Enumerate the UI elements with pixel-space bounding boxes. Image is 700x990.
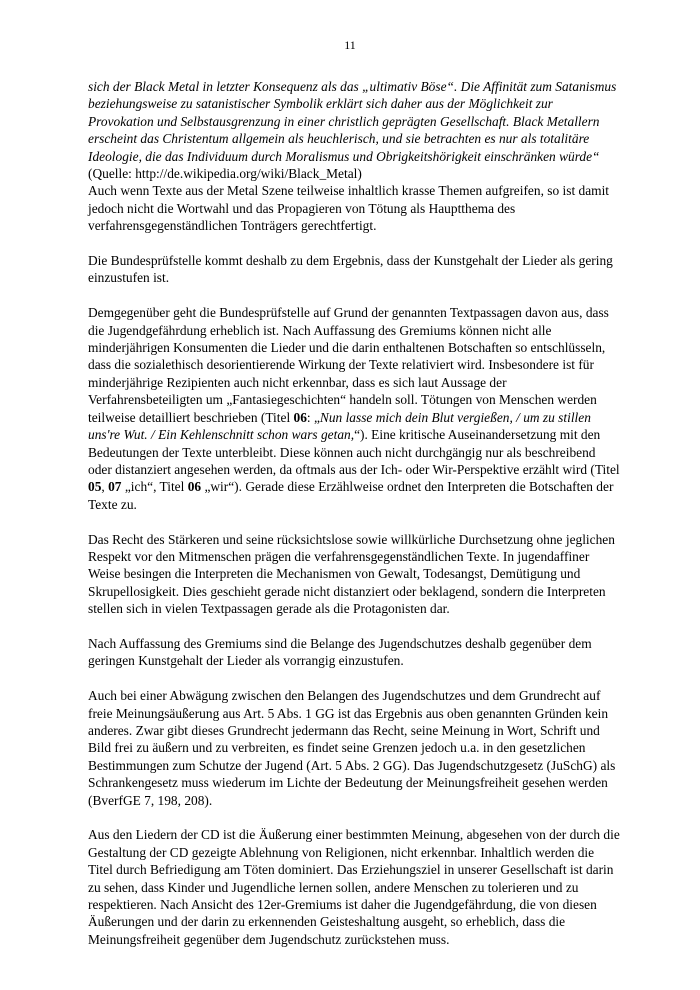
text-segment: Demgegenüber geht die Bundesprüfstelle auf Grund der genannten Textpassagen davon aus, dass die Jugendgefährdung erheblich ist. Nach Auffassung des Gremiums können nicht alle minderjährigen Konsumenten die Lieder und die darin enthaltenen Botschaften so entschlüsseln, dass die sozialethisch desorientierende Wirkung der Texte relativiert wird. Insbesondere ist für minderjährige Rezipienten auch nicht erkennbar, dass es sich laut Aussage der Verfahrensbeteiligten um „Fantasiegeschichten“ handeln soll. Tötungen von Menschen werden teilweise detailliert beschrieben (Titel	[88, 305, 609, 425]
paragraph-meinungsfreiheit: Aus den Liedern der CD ist die Äußerung einer bestimmten Meinung, abgesehen von der durch die Gestaltung der CD gezeigte Ablehnung von Religionen, nicht erkennbar. Inhaltlich werden die Titel durch Befriedigung am Töten dominiert. Das Erziehungsziel in unserer Gesellschaft ist darin zu sehen, dass Kinder und Jugendliche lernen sollen, andere Menschen zu tolerieren und zu respektieren. Nach Ansicht des 12er-Gremiums ist daher die Jugendgefährdung, die von diesen Äußerungen und der darin zu erkennenden Geisteshaltung ausgeht, so erheblich, dass die Meinungsfreiheit gegenüber dem Jugendschutz zurückstehen muss.	[88, 827, 620, 947]
document-body	[88, 78, 620, 966]
text-segment: “). Eine kritische Auseinandersetzung mit den Bedeutungen der Texte unterbleibt. Diese können auch nicht durchgängig nur als beschreibend oder distanziert angesehen werden, da oftmals aus der Ich- oder Wir-Perspektive erzählt wird (Titel	[88, 427, 620, 477]
title-number: 05	[88, 479, 102, 495]
title-number: 07	[108, 479, 122, 495]
lyric-quote: Nun lasse mich dein Blut vergießen, / um zu stillen uns're Wut. / Ein Kehlenschnitt schon wars getan,	[88, 409, 591, 443]
text-segment: : „	[306, 409, 320, 425]
quote-text: sich der Black Metal in letzter Konsequenz als das „ultimativ Böse“. Die Affinität zum Satanismus beziehungsweise zu satanistischer Symbolik erklärt sich daher aus der Möglichkeit zur Provokation und Selbstausgrenzung in einer christlich geprägten Gesellschaft. Black Metallern erscheint das Christentum allgemein als heuchlerisch, und sie betrachten es nur als totalitäre Ideologie, die das Individuum durch Moralismus und Obrigkeitshörigkeit einschränken würde“	[88, 79, 617, 164]
quote-source: (Quelle: http://de.wikipedia.org/wiki/Black_Metal)	[88, 166, 362, 182]
paragraph-kunstgehalt: Die Bundesprüfstelle kommt deshalb zu dem Ergebnis, dass der Kunstgehalt der Lieder als gering einzustufen ist.	[88, 253, 613, 286]
paragraph-abwaegung: Auch bei einer Abwägung zwischen den Belangen des Jugendschutzes und dem Grundrecht auf freie Meinungsäußerung aus Art. 5 Abs. 1 GG ist das Ergebnis aus oben genannten Gründen kein anderes. Zwar gibt dieses Grundrecht jedermann das Recht, seine Meinung in Wort, Schrift und Bild frei zu äußern und zu verbreiten, es findet seine Grenzen jedoch u.a. in den gesetzlichen Bestimmungen zum Schutze der Jugend (Art. 5 Abs. 2 GG). Das Jugendschutzgesetz (JuSchG) als Schrankengesetz muss wiederum im Lichte der Bedeutung der Meinungsfreiheit gesehen werden (BverfGE 7, 198, 208).	[88, 688, 616, 808]
text-segment: ,	[101, 479, 109, 495]
paragraph-jugendgefaehrdung	[88, 304, 620, 513]
title-number: 06	[293, 409, 307, 425]
text-segment: „wir“). Gerade diese Erzählweise ordnet den Interpreten die Botschaften der Texte zu.	[88, 479, 614, 512]
paragraph-gremium-auffassung: Nach Auffassung des Gremiums sind die Belange des Jugendschutzes deshalb gegenüber dem geringen Kunstgehalt der Lieder als vorrangig einzustufen.	[88, 635, 592, 669]
page-number: 11	[344, 38, 356, 52]
paragraph-recht-des-staerkeren: Das Recht des Stärkeren und seine rücksichtslose sowie willkürliche Durchsetzung ohne jeglichen Respekt vor den Mitmenschen prägen die verfahrensgegenständlichen Texte. In jugendaffiner Weise besingen die Interpreten die Mechanismen von Gewalt, Todesangst, Demütigung und Skrupellosigkeit. Dies geschieht gerade nicht distanziert oder beklagend, sondern die Interpreten stellen sich in vielen Textpassagen gerade als die Protagonisten dar.	[88, 531, 615, 617]
title-number: 06	[187, 479, 202, 495]
quote-commentary: Auch wenn Texte aus der Metal Szene teilweise inhaltlich krasse Themen aufgreifen, so ist damit jedoch nicht die Wortwahl und das Propagieren von Tötung als Hauptthema des verfahrensgegenständlichen Tonträgers gerechtfertigt.	[88, 183, 610, 234]
text-segment: „ich“, Titel	[121, 479, 188, 495]
paragraph-quote	[88, 78, 620, 235]
